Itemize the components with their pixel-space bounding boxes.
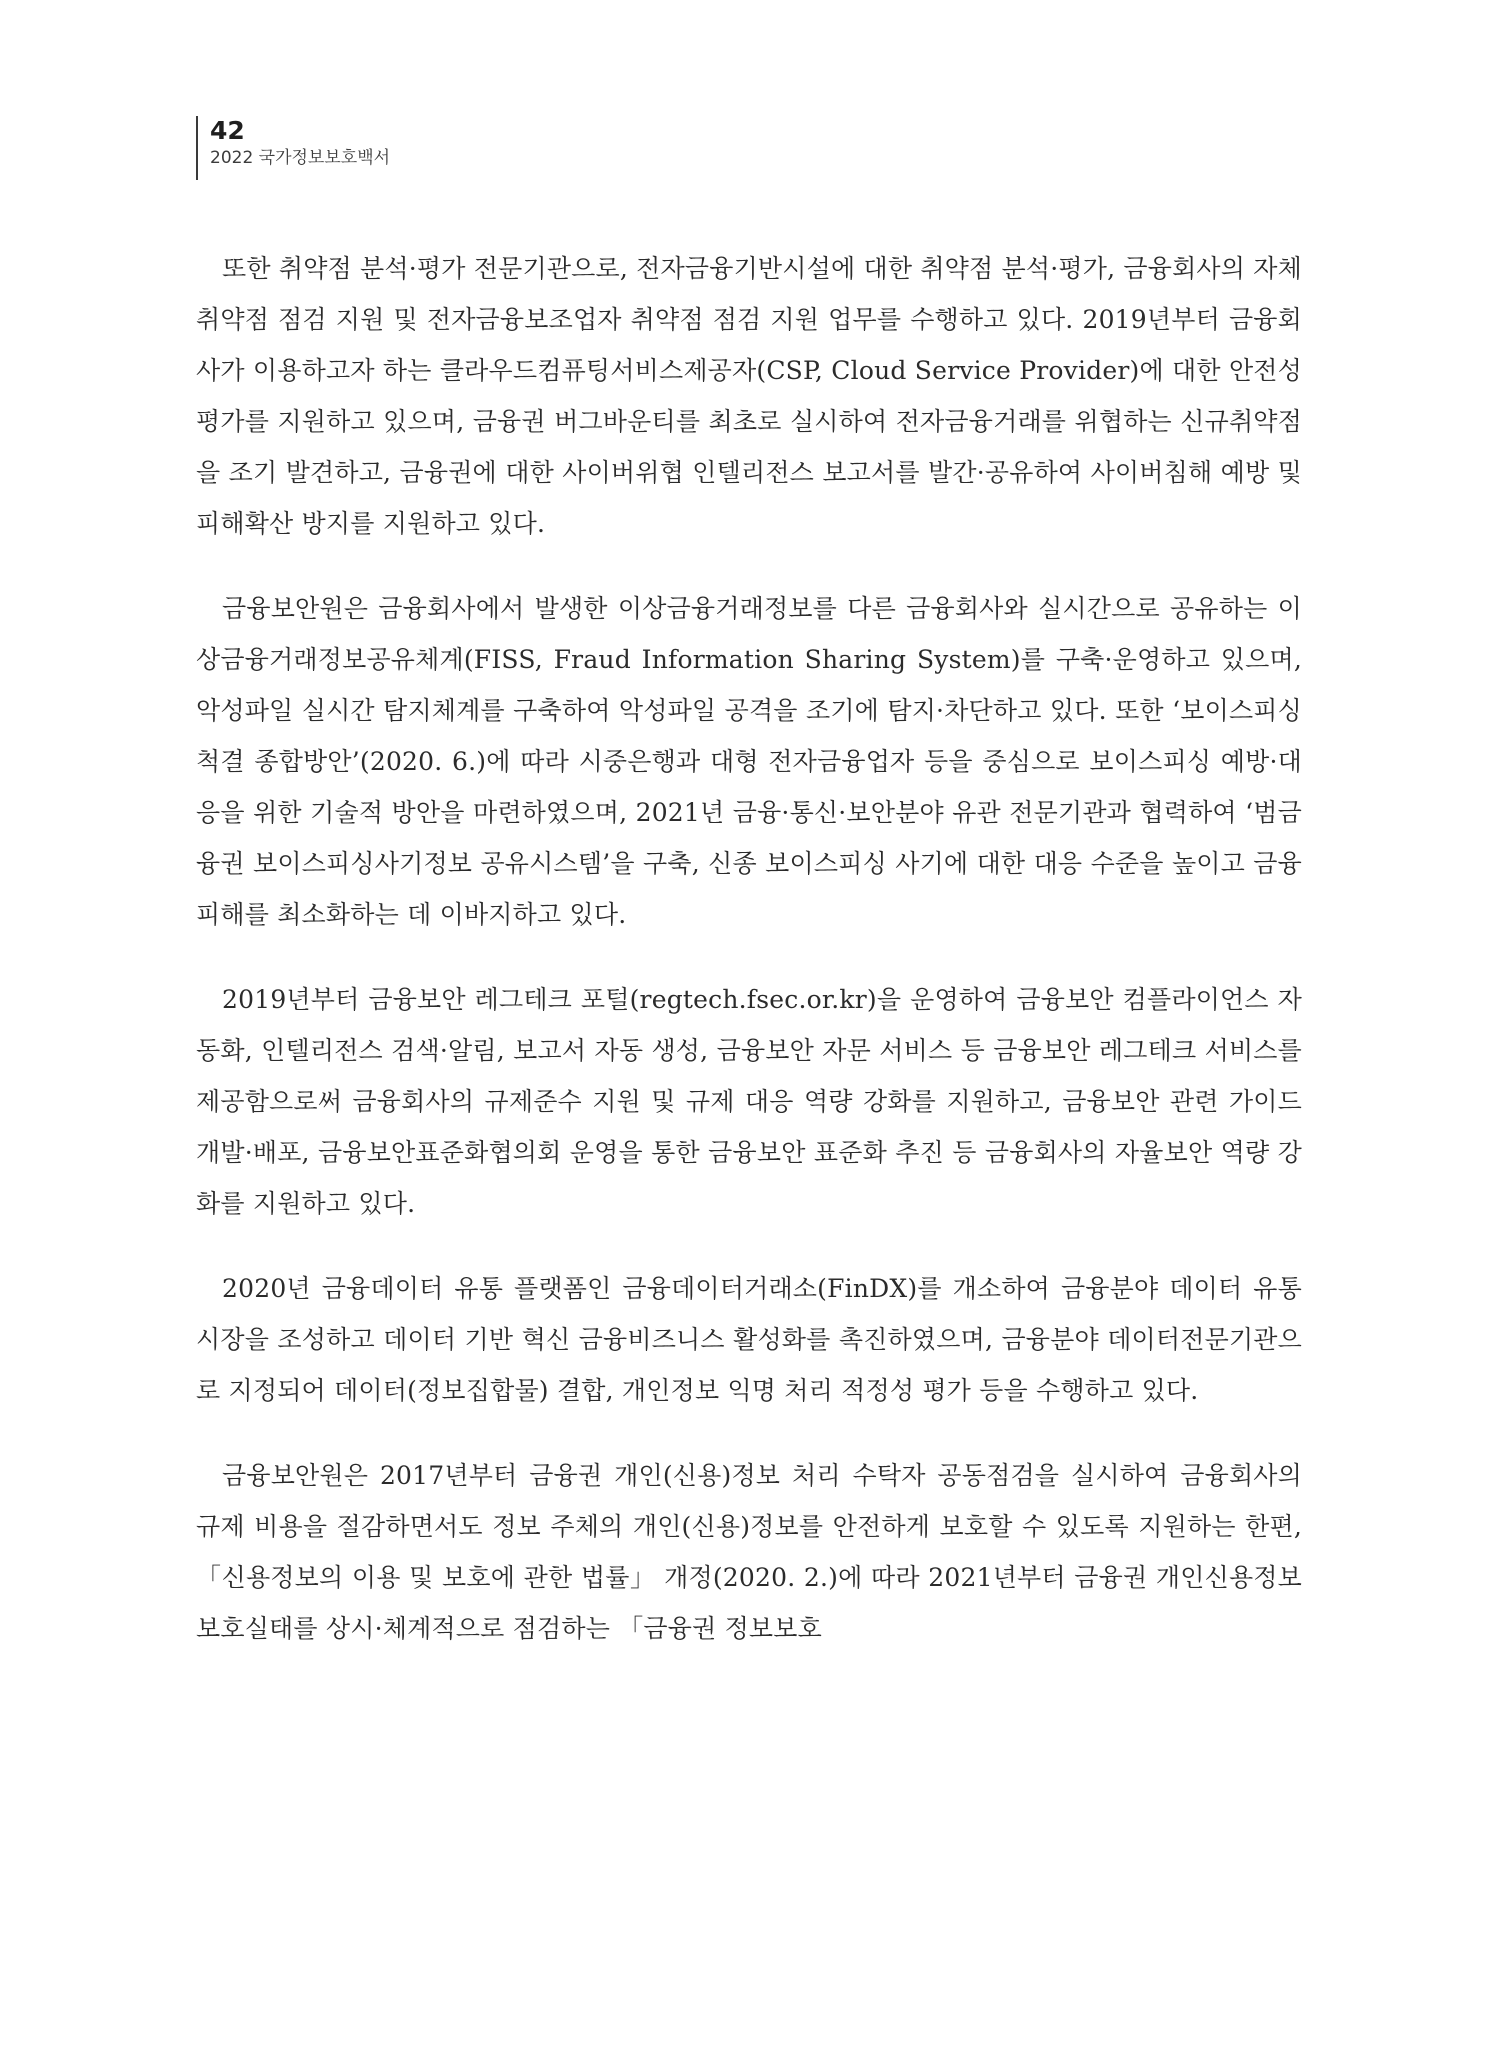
body-text — [196, 243, 1302, 1688]
page-number: 42 — [210, 116, 245, 145]
paragraph: 또한 취약점 분석·평가 전문기관으로, 전자금융기반시설에 대한 취약점 분석·평가, 금융회사의 자체 취약점 점검 지원 및 전자금융보조업자 취약점 점검 지원 업무를 수행하고 있다. 2019년부터 금융회사가 이용하고자 하는 클라우드컴퓨팅서비스제공자(CSP, Cloud Service Provider)에 대한 안전성 평가를 지원하고 있으며, 금융권 버그바운티를 최초로 실시하여 전자금융거래를 위협하는 신규취약점을 조기 발견하고, 금융권에 대한 사이버위협 인텔리전스 보고서를 발간·공유하여 사이버침해 예방 및 피해확산 방지를 지원하고 있다. — [196, 254, 1302, 538]
paragraph: 2020년 금융데이터 유통 플랫폼인 금융데이터거래소(FinDX)를 개소하여 금융분야 데이터 유통 시장을 조성하고 데이터 기반 혁신 금융비즈니스 활성화를 촉진하였으며, 금융분야 데이터전문기관으로 지정되어 데이터(정보집합물) 결합, 개인정보 익명 처리 적정성 평가 등을 수행하고 있다. — [196, 1274, 1302, 1405]
paragraph: 금융보안원은 2017년부터 금융권 개인(신용)정보 처리 수탁자 공동점검을 실시하여 금융회사의 규제 비용을 절감하면서도 정보 주체의 개인(신용)정보를 안전하게 보호할 수 있도록 지원하는 한편, 「신용정보의 이용 및 보호에 관한 법률」 개정(2020. 2.)에 따라 2021년부터 금융권 개인신용정보 보호실태를 상시·체계적으로 점검하는 「금융권 정보보호 — [196, 1461, 1302, 1643]
paragraph: 금융보안원은 금융회사에서 발생한 이상금융거래정보를 다른 금융회사와 실시간으로 공유하는 이상금융거래정보공유체계(FISS, Fraud Information Sharing System)를 구축·운영하고 있으며, 악성파일 실시간 탐지체계를 구축하여 악성파일 공격을 조기에 탐지·차단하고 있다. 또한 ‘보이스피싱 척결 종합방안’(2020. 6.)에 따라 시중은행과 대형 전자금융업자 등을 중심으로 보이스피싱 예방·대응을 위한 기술적 방안을 마련하였으며, 2021년 금융·통신·보안분야 유관 전문기관과 협력하여 ‘범금융권 보이스피싱사기정보 공유시스템’을 구축, 신종 보이스피싱 사기에 대한 대응 수준을 높이고 금융 피해를 최소화하는 데 이바지하고 있다. — [196, 594, 1302, 929]
book-title: 2022 국가정보보호백서 — [210, 148, 391, 168]
paragraph: 2019년부터 금융보안 레그테크 포털(regtech.fsec.or.kr)을 운영하여 금융보안 컴플라이언스 자동화, 인텔리전스 검색·알림, 보고서 자동 생성, 금융보안 자문 서비스 등 금융보안 레그테크 서비스를 제공함으로써 금융회사의 규제준수 지원 및 규제 대응 역량 강화를 지원하고, 금융보안 관련 가이드 개발·배포, 금융보안표준화협의회 운영을 통한 금융보안 표준화 추진 등 금융회사의 자율보안 역량 강화를 지원하고 있다. — [196, 985, 1302, 1218]
page-header — [196, 116, 390, 180]
